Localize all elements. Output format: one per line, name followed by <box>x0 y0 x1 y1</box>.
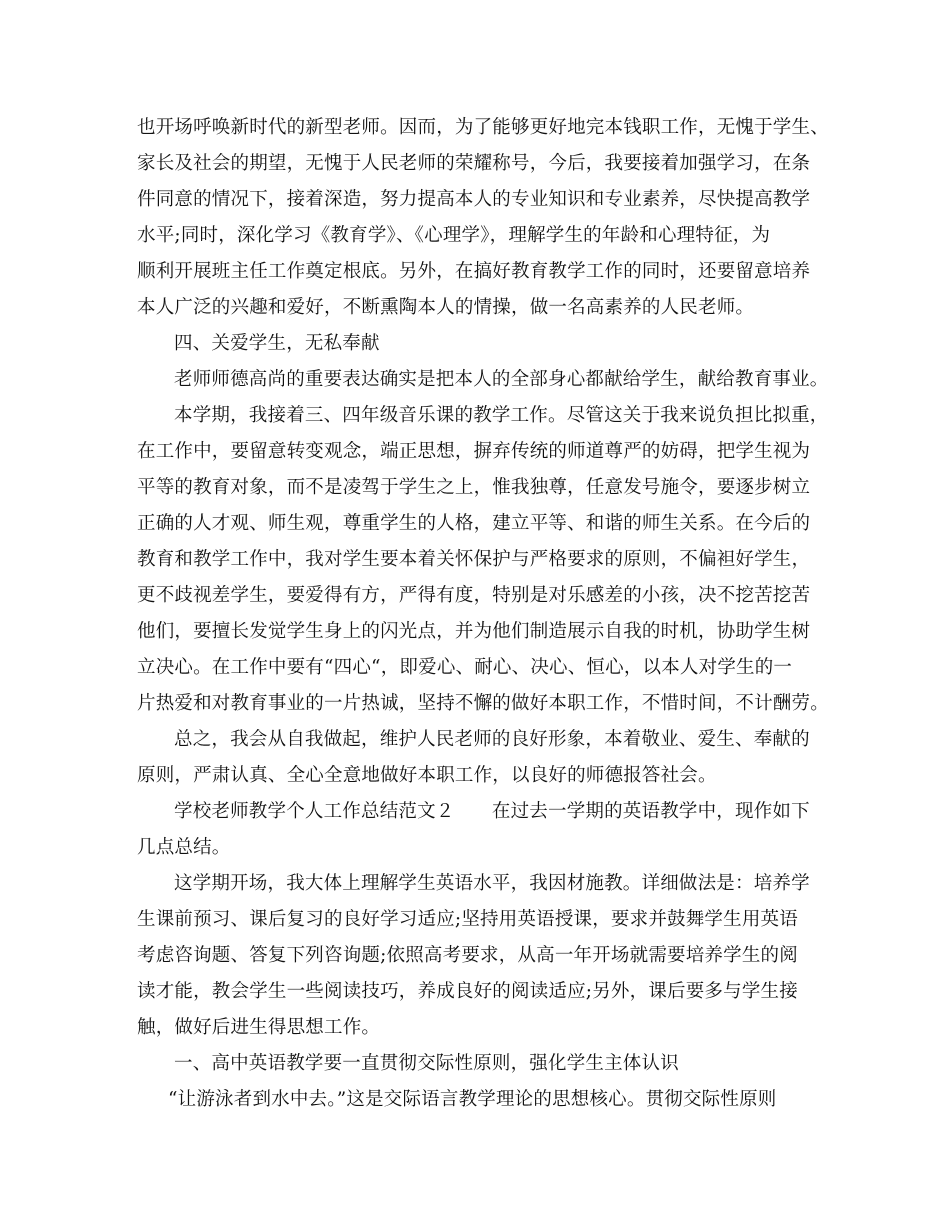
text-line: 总之，我会从自我做起，维护人民老师的良好形象，本着敬业、爱生、奉献的 <box>174 729 810 750</box>
text-line: 家长及社会的期望，无愧于人民老师的荣耀称号，今后，我要接着加强学习，在条 <box>137 153 811 174</box>
text-line: 片热爱和对教育事业的一片热诚，坚持不懈的做好本职工作，不惜时间，不计酬劳。 <box>137 693 829 714</box>
text-line: “让游泳者到水中去。”这是交际语言教学理论的思想核心。贯彻交际性原则 <box>168 1089 777 1110</box>
text-line: 件同意的情况下，接着深造，努力提高本人的专业知识和专业素养，尽快提高教学 <box>137 189 811 210</box>
text-line: 更不歧视差学生，要爱得有方，严得有度，特别是对乐感差的小孩，决不挖苦挖苦 <box>137 585 811 606</box>
text-line: 他们，要擅长发觉学生身上的闪光点，并为他们制造展示自我的时机，协助学生树 <box>137 621 811 642</box>
text-line: 平等的教育对象，而不是凌驾于学生之上，惟我独尊，任意发号施令，要逐步树立 <box>137 477 811 498</box>
text-line: 正确的人才观、师生观，尊重学生的人格，建立平等、和谐的师生关系。在今后的 <box>137 513 811 534</box>
section-heading: 四、关爱学生，无私奉献 <box>174 333 380 354</box>
text-line: 立决心。在工作中要有“四心“，即爱心、耐心、决心、恒心，以本人对学生的一 <box>137 657 793 678</box>
text-line: 读才能，教会学生一些阅读技巧，养成良好的阅读适应;另外，课后要多与学生接 <box>137 981 798 1002</box>
text-line: 考虑咨询题、答复下列咨询题;依照高考要求，从高一年开场就需要培养学生的阅 <box>137 945 798 966</box>
text-line: 生课前预习、课后复习的良好学习适应;坚持用英语授课，要求并鼓舞学生用英语 <box>137 909 798 930</box>
text-line: 触，做好后进生得思想工作。 <box>137 1017 381 1038</box>
text-line: 也开场呼唤新时代的新型老师。因而，为了能够更好地完本钱职工作，无愧于学生、 <box>137 117 829 138</box>
text-line: 水平;同时，深化学习《教育学》、《心理学》，理解学生的年龄和心理特征，为 <box>137 225 771 246</box>
text-line: 原则，严肃认真、全心全意地做好本职工作，以良好的师德报答社会。 <box>137 765 717 786</box>
text-line: 几点总结。 <box>137 837 231 858</box>
article-title-line: 学校老师教学个人工作总结范文２ 在过去一学期的英语教学中，现作如下 <box>174 801 810 822</box>
text-line: 这学期开场，我大体上理解学生英语水平，我因材施教。详细做法是：培养学 <box>174 873 810 894</box>
text-line: 顺利开展班主任工作奠定根底。另外，在搞好教育教学工作的同时，还要留意培养 <box>137 261 811 282</box>
section-heading: 一、高中英语教学要一直贯彻交际性原则，强化学生主体认识 <box>174 1053 679 1074</box>
text-line: 本学期，我接着三、四年级音乐课的教学工作。尽管这关于我来说负担比拟重， <box>174 405 829 426</box>
text-line: 老师师德高尚的重要表达确实是把本人的全部身心都献给学生，献给教育事业。 <box>174 369 829 390</box>
text-line: 在工作中，要留意转变观念，端正思想，摒弃传统的师道尊严的妨碍，把学生视为 <box>137 441 811 462</box>
text-line: 教育和教学工作中，我对学生要本着关怀保护与严格要求的原则，不偏袒好学生， <box>137 549 811 570</box>
text-line: 本人广泛的兴趣和爱好，不断熏陶本人的情操，做一名高素养的人民老师。 <box>137 297 755 318</box>
